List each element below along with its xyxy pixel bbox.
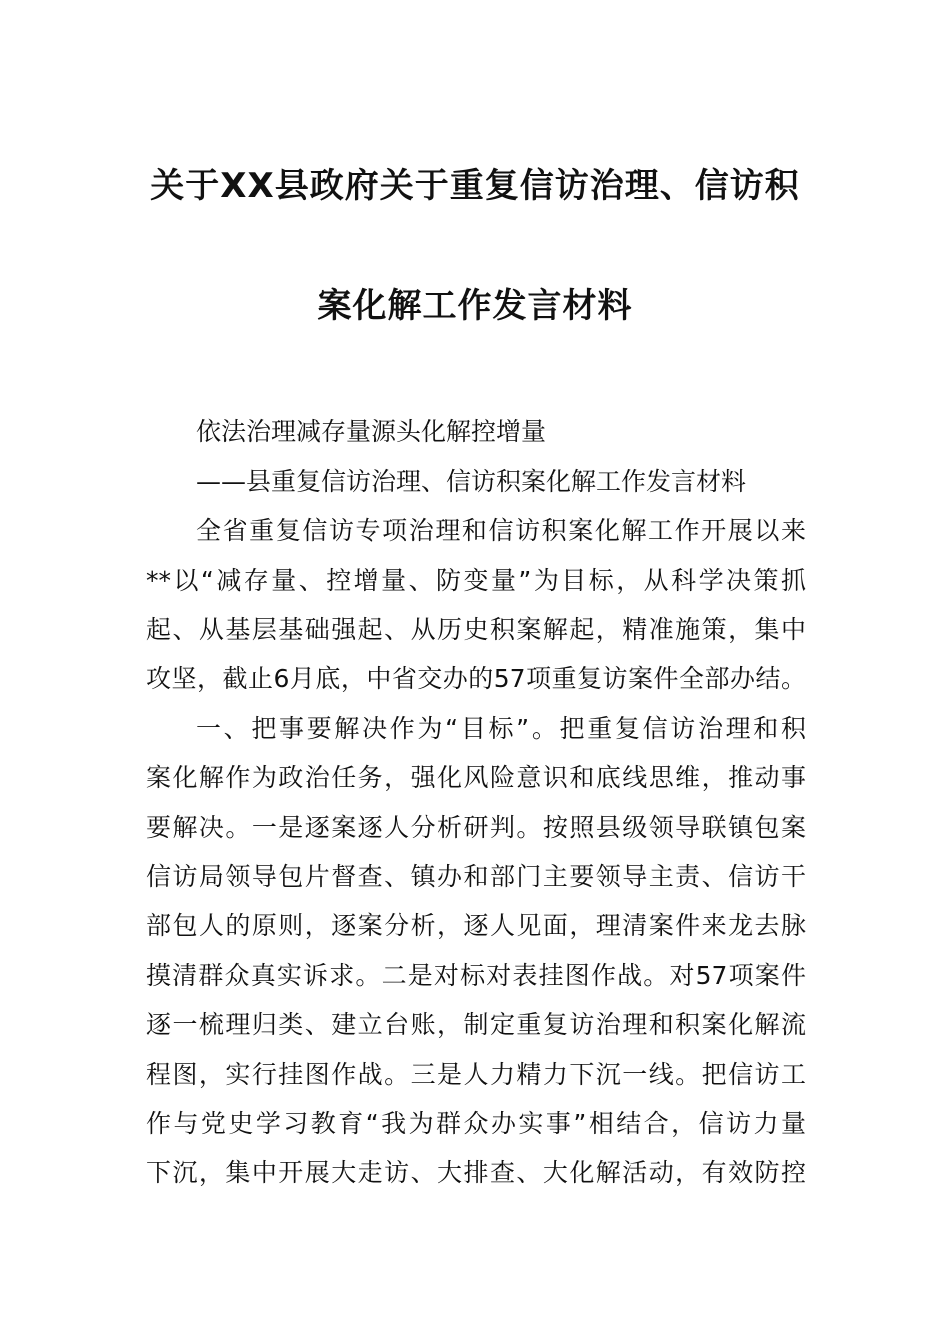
paragraph-line: 程图，实行挂图作战。三是人力精力下沉一线。把信访工 xyxy=(146,1060,806,1089)
paragraph-line: 信访局领导包片督查、镇办和部门主要领导主责、信访干 xyxy=(146,862,806,891)
paragraph-line: 攻坚，截止6月底，中省交办的57项重复访案件全部办结。 xyxy=(146,664,806,693)
paragraph-line: 起、从基层基础强起、从历史积案解起，精准施策，集中 xyxy=(146,615,806,644)
document-title-line-1: 关于XX县政府关于重复信访治理、信访积 xyxy=(150,166,800,206)
paragraph-line: 下沉，集中开展大走访、大排查、大化解活动，有效防控 xyxy=(146,1158,806,1187)
paragraph-line: 案化解作为政治任务，强化风险意识和底线思维，推动事 xyxy=(146,763,806,792)
subtitle-secondary: ——县重复信访治理、信访积案化解工作发言材料 xyxy=(196,467,747,496)
paragraph-line: 一、把事要解决作为“目标”。把重复信访治理和积 xyxy=(196,714,806,743)
paragraph-line: 逐一梳理归类、建立台账，制定重复访治理和积案化解流 xyxy=(146,1010,806,1039)
subtitle: 依法治理减存量源头化解控增量 xyxy=(196,417,547,446)
paragraph-line: 部包人的原则，逐案分析，逐人见面，理清案件来龙去脉 xyxy=(146,911,806,940)
paragraph-line: 全省重复信访专项治理和信访积案化解工作开展以来 xyxy=(196,516,806,545)
paragraph-line: 摸清群众真实诉求。二是对标对表挂图作战。对57项案件 xyxy=(146,961,806,990)
paragraph-line: 要解决。一是逐案逐人分析研判。按照县级领导联镇包案 xyxy=(146,813,806,842)
paragraph-line: **以“减存量、控增量、防变量”为目标，从科学决策抓 xyxy=(146,566,806,595)
document-title-line-2: 案化解工作发言材料 xyxy=(317,286,633,326)
paragraph-line: 作与党史学习教育“我为群众办实事”相结合，信访力量 xyxy=(146,1109,806,1138)
